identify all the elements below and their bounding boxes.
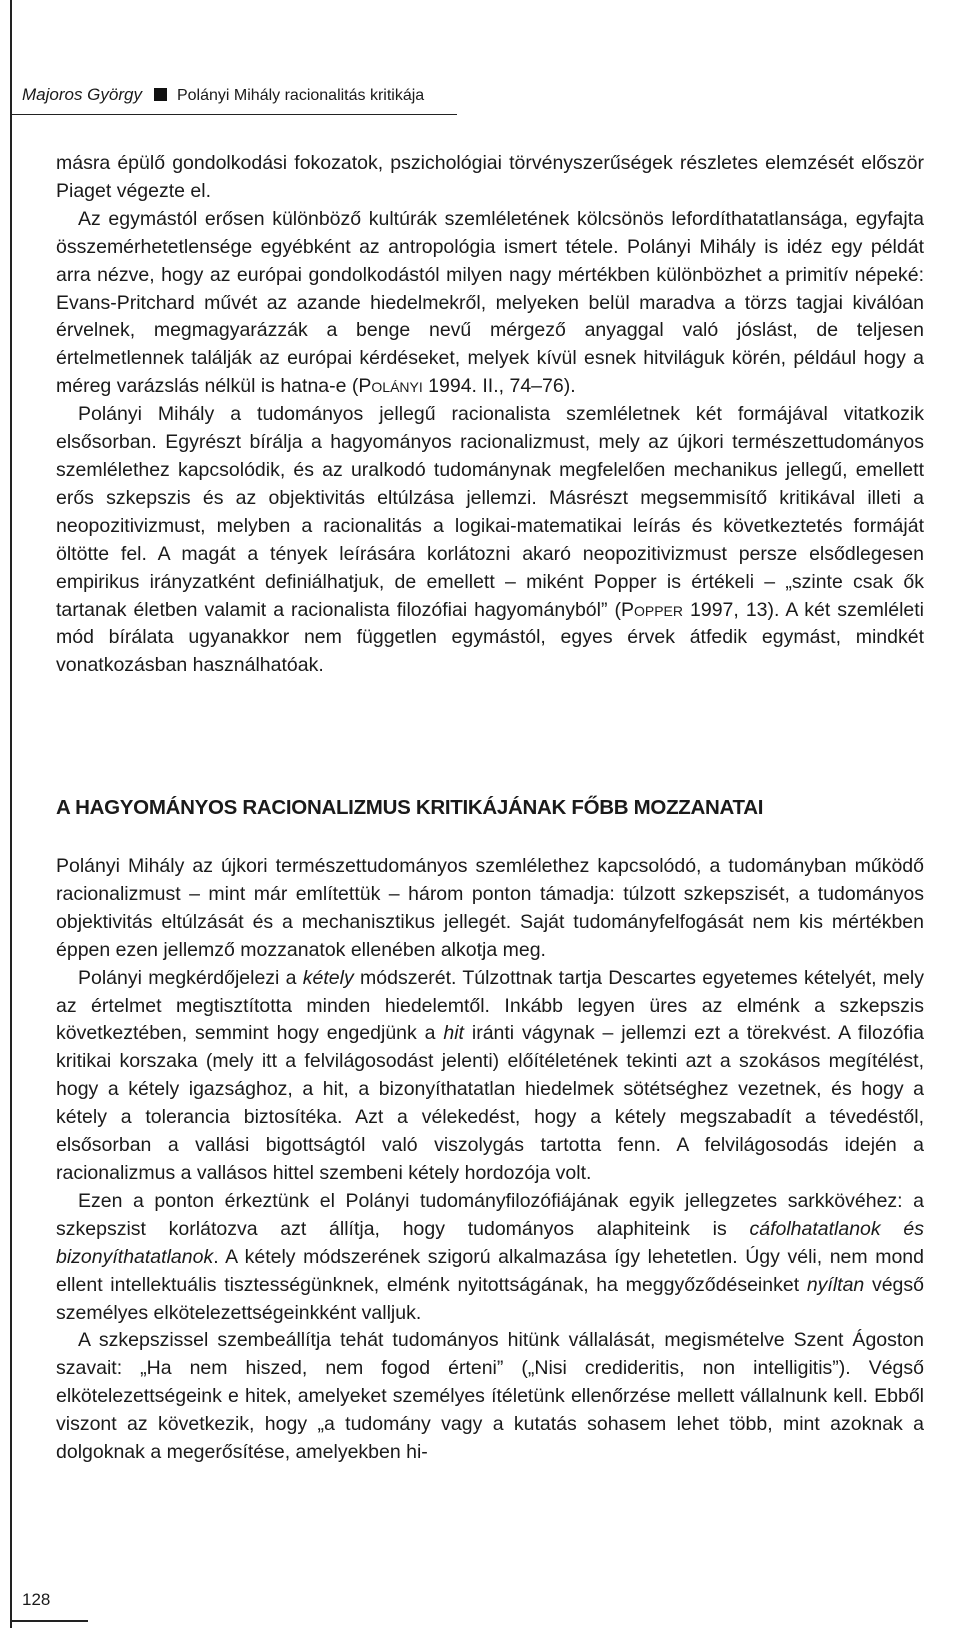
emphasis: cáfolhatatlanok és bizonyíthatatlanok	[56, 1217, 924, 1268]
paragraph: Polányi Mihály a tudományos jellegű racionalista szemléletnek két formájával vitatkozik elsősorban. Egyrészt bírálja a hagyományos racionalizmust, mely az újkori természettudományos szemlélethez kapcsolódik, és az uralkodó tudománynak megfelelően mechanikus jellegű, emellett erős szkepszis és az objektivitás eltúlzása jellemzi. Másrészt megsemmisítő kritikával illeti a neopozitivizmust, melyben a racionalitás a logikai-matematikai leírás és következtetés formáját öltötte fel. A magát a tények leírására korlátozni akaró neopozitivizmust persze elsődlegesen empirikus irányzatként definiálhatjuk, de emellett – miként Popper is értékeli – „szinte csak ők tartanak életben valamit a racionalista filozófiai hagyományból” (Popper 1997, 13). A két szemléleti mód bírálata ugyanakkor nem független egymástól, egyes érvek átfedik egymást, mindkét vonatkozásban használhatóak.	[56, 403, 924, 677]
page-number-rule	[10, 1620, 88, 1622]
citation-author: Polányi	[358, 375, 423, 398]
page-margin-rule	[10, 0, 12, 1628]
square-bullet-icon	[154, 88, 167, 101]
section2-body	[56, 853, 924, 1467]
emphasis: nyíltan	[806, 1273, 865, 1296]
paragraph: Polányi megkérdőjelezi a kétely módszerét. Túlzottnak tartja Descartes egyetemes kételyét, mely az értelmet megtisztította minden hiedelemtől. Inkább legyen üres az elménk a szkepszis következtében, semmint hogy engedjünk a hit iránti vágynak – jellemzi ezt a törekvést. A filozófia kritikai korszaka (mely itt a felvilágosodást jelenti) előítéletének tekinti azt a szokásos megítélést, hogy a kétely igazsághoz, a hit, a bizonyíthatatlan hiedelmek sötétséghez vezetnek, és hogy a kétely a tolerancia biztosítéka. Azt a vélekedést, hogy a kétely megszabadít a tévedéstől, elsősorban a vallási bigottságtól való viszolygás tartotta fenn. A felvilágosodás idején a racionalizmus a vallásos hittel szembeni kétely hordozója volt.	[56, 966, 925, 1184]
emphasis: hit	[443, 1022, 464, 1045]
paragraph: Az egymástól erősen különböző kultúrák szemléletének kölcsönös lefordíthatatlansága, egyfajta összemérhetetlensége egyébként az antropológia ismert tétele. Polányi Mihály is idéz egy példát arra nézve, hogy az európai gondolkodástól milyen nagy mértékben különbözhet a primitív népeké: Evans-Pritchard művét az azande hiedelmekről, melyeken belül maradva a törzs tagjai kiválóan érvelnek, megmagyarázzák a benge nevű mérgező anyaggal való jóslást, de teljesen értelmetlennek találják az európai kérdéseket, melyek kívül esnek hitviláguk körén, például hogy a méreg varázslás nélkül is hatna-e (Polányi 1994. II., 74–76).	[56, 207, 924, 398]
section-heading: A HAGYOMÁNYOS RACIONALIZMUS KRITIKÁJÁNAK FŐBB MOZZANATAI	[56, 796, 764, 819]
paragraph: Polányi Mihály az újkori természettudományos szemlélethez kapcsolódó, a tudományban működő racionalizmust – mint már említettük – három ponton támadja: túlzott szkepszisét, a tudományos objektivitás eltúlzását és a mechanisztikus jellegét. Saját tudományfelfogását nem kis mértékben éppen ezen jellemző mozzanatok ellenében alkotja meg.	[56, 855, 924, 961]
paragraph: Ezen a ponton érkeztünk el Polányi tudományfilozófiájának egyik jellegzetes sarkkövéhez: a szkepszist korlátozva azt állítja, hogy tudományos alaphiteink is cáfolhatatlanok és bizonyíthatatlanok. A kétely módszerének szigorú alkalmazása így lehetetlen. Úgy véli, nem mond ellent intellektuális tisztességünknek, elménk nyitottságának, ha meggyőződéseinket nyíltan végső személyes elkötelezettségeinkként valljuk.	[56, 1189, 924, 1324]
page-number: 128	[22, 1590, 51, 1609]
section1-body	[56, 150, 924, 680]
citation-author: Popper	[620, 598, 684, 621]
header-rule	[12, 114, 457, 115]
paragraph: másra épülő gondolkodási fokozatok, pszichológiai törvényszerűségek részletes elemzését először Piaget végezte el.	[56, 152, 924, 202]
header-author: Majoros György	[22, 85, 142, 104]
emphasis: kétely	[302, 966, 354, 989]
paragraph: A szkepszissel szembeállítja tehát tudományos hitünk vállalását, megismételve Szent Ágoston szavait: „Ha nem hiszed, nem fogod érteni” („Nisi credideritis, non intelligitis”). Végső elkötelezettségeink e hitek, amelyeket személyes ítéletünk ellenőrzése mellett vállalnunk kell. Ebből viszont az következik, hogy „a tudomány vagy a kutatás sohasem lehet több, mint azoknak a dolgoknak a megerősítése, amelyekben hi-	[56, 1329, 924, 1464]
header-title: Polányi Mihály racionalitás kritikája	[176, 87, 425, 104]
running-header	[22, 84, 456, 107]
